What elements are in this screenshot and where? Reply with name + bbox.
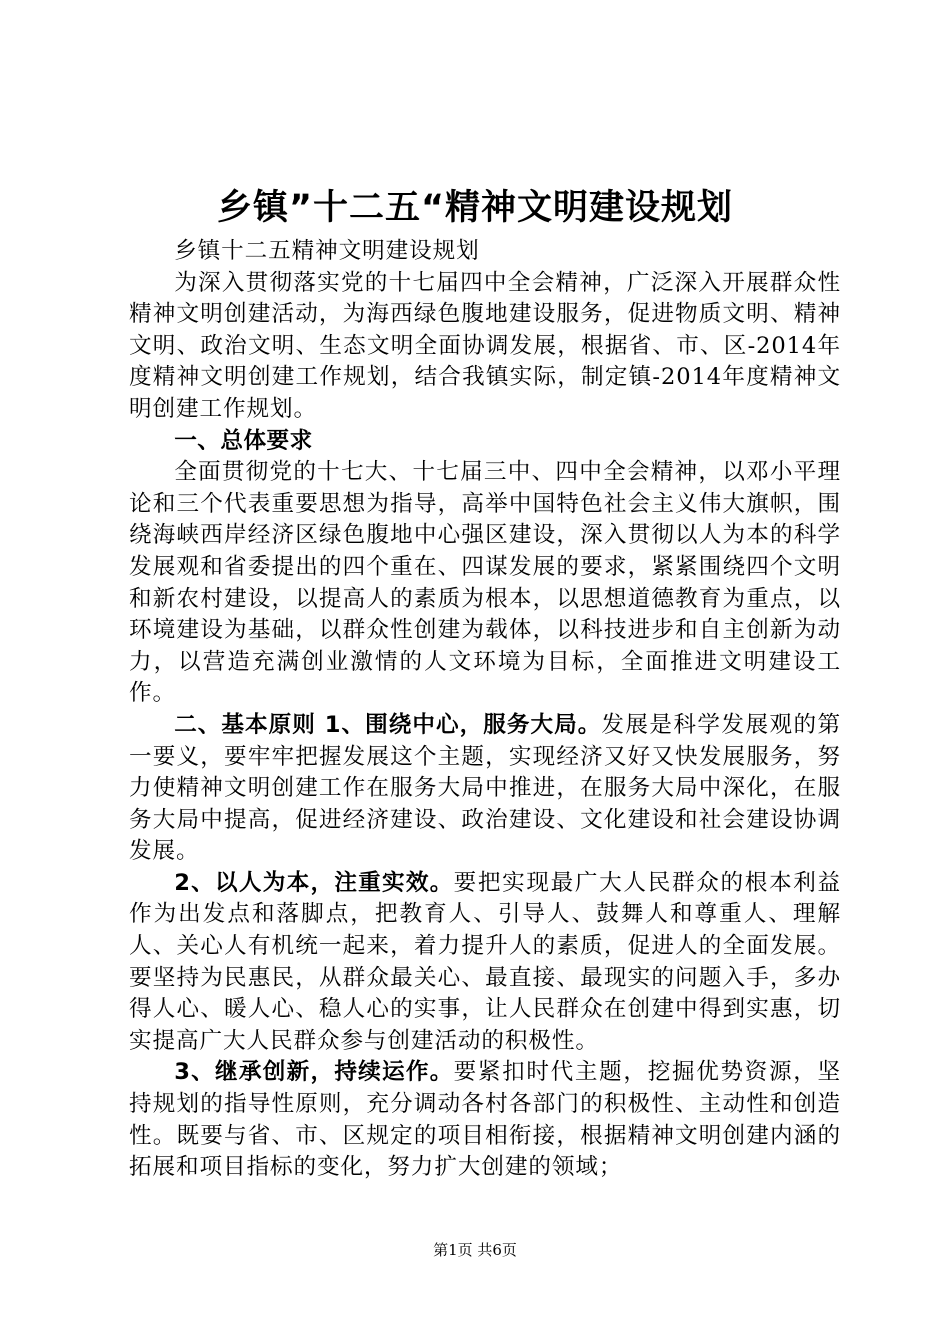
item3-heading: 3、继承创新，持续运作。 [174,1059,454,1086]
section2-heading: 二、基本原则 1、围绕中心，服务大局。 [174,711,602,738]
subtitle-paragraph: 乡镇十二五精神文明建设规划 [174,238,480,264]
item2-heading: 2、以人为本，注重实效。 [174,869,454,896]
document-body [129,236,841,1184]
section2-text: 发展是科学发展观的第一要义，要牢牢把握发展这个主题，实现经济又好又快发展服务，努力使精神文明创建工作在服务大局中推进，在服务大局中深化，在服务大局中提高，促进经济建设、政治建设、文化建设和社会建设协调发展。 [129,711,842,865]
item3-paragraph [129,1057,841,1183]
item2-text: 要把实现最广大人民群众的根本利益作为出发点和落脚点，把教育人、引导人、鼓舞人和尊重人、理解人、关心人有机统一起来，着力提升人的素质，促进人的全面发展。要坚持为民惠民，从群众最关心、最直接、最现实的问题入手，多办得人心、暖人心、稳人心的实事，让人民群众在创建中得到实惠，切实提高广大人民群众参与创建活动的积极性。 [129,869,841,1054]
section1-paragraph: 全面贯彻党的十七大、十七届三中、四中全会精神，以邓小平理论和三个代表重要思想为指导，高举中国特色社会主义伟大旗帜，围绕海峡西岸经济区绿色腹地中心强区建设，深入贯彻以人为本的科学发展观和省委提出的四个重在、四谋发展的要求，紧紧围绕四个文明和新农村建设，以提高人的素质为根本，以思想道德教育为重点，以环境建设为基础，以群众性创建为载体，以科技进步和自主创新为动力，以营造充满创业激情的人文环境为目标，全面推进文明建设工作。 [129,459,841,707]
page-number-footer: 第1页 共6页 [433,1241,517,1259]
item3-text: 要紧扣时代主题，挖掘优势资源，坚持规划的指导性原则，充分调动各村各部门的积极性、主动性和创造性。既要与省、市、区规定的项目相衔接，根据精神文明创建内涵的拓展和项目指标的变化，努力扩大创建的领域； [129,1059,841,1181]
document-title: 乡镇”十二五“精神文明建设规划 [216,188,733,228]
intro-paragraph: 为深入贯彻落实党的十七届四中全会精神，广泛深入开展群众性精神文明创建活动，为海西绿色腹地建设服务，促进物质文明、精神文明、政治文明、生态文明全面协调发展，根据省、市、区-2014年度精神文明创建工作规划，结合我镇实际，制定镇-2014年度精神文明创建工作规划。 [129,269,841,422]
section1-heading: 一、总体要求 [174,427,313,454]
section2-paragraph [129,710,841,868]
item2-paragraph [129,868,841,1058]
